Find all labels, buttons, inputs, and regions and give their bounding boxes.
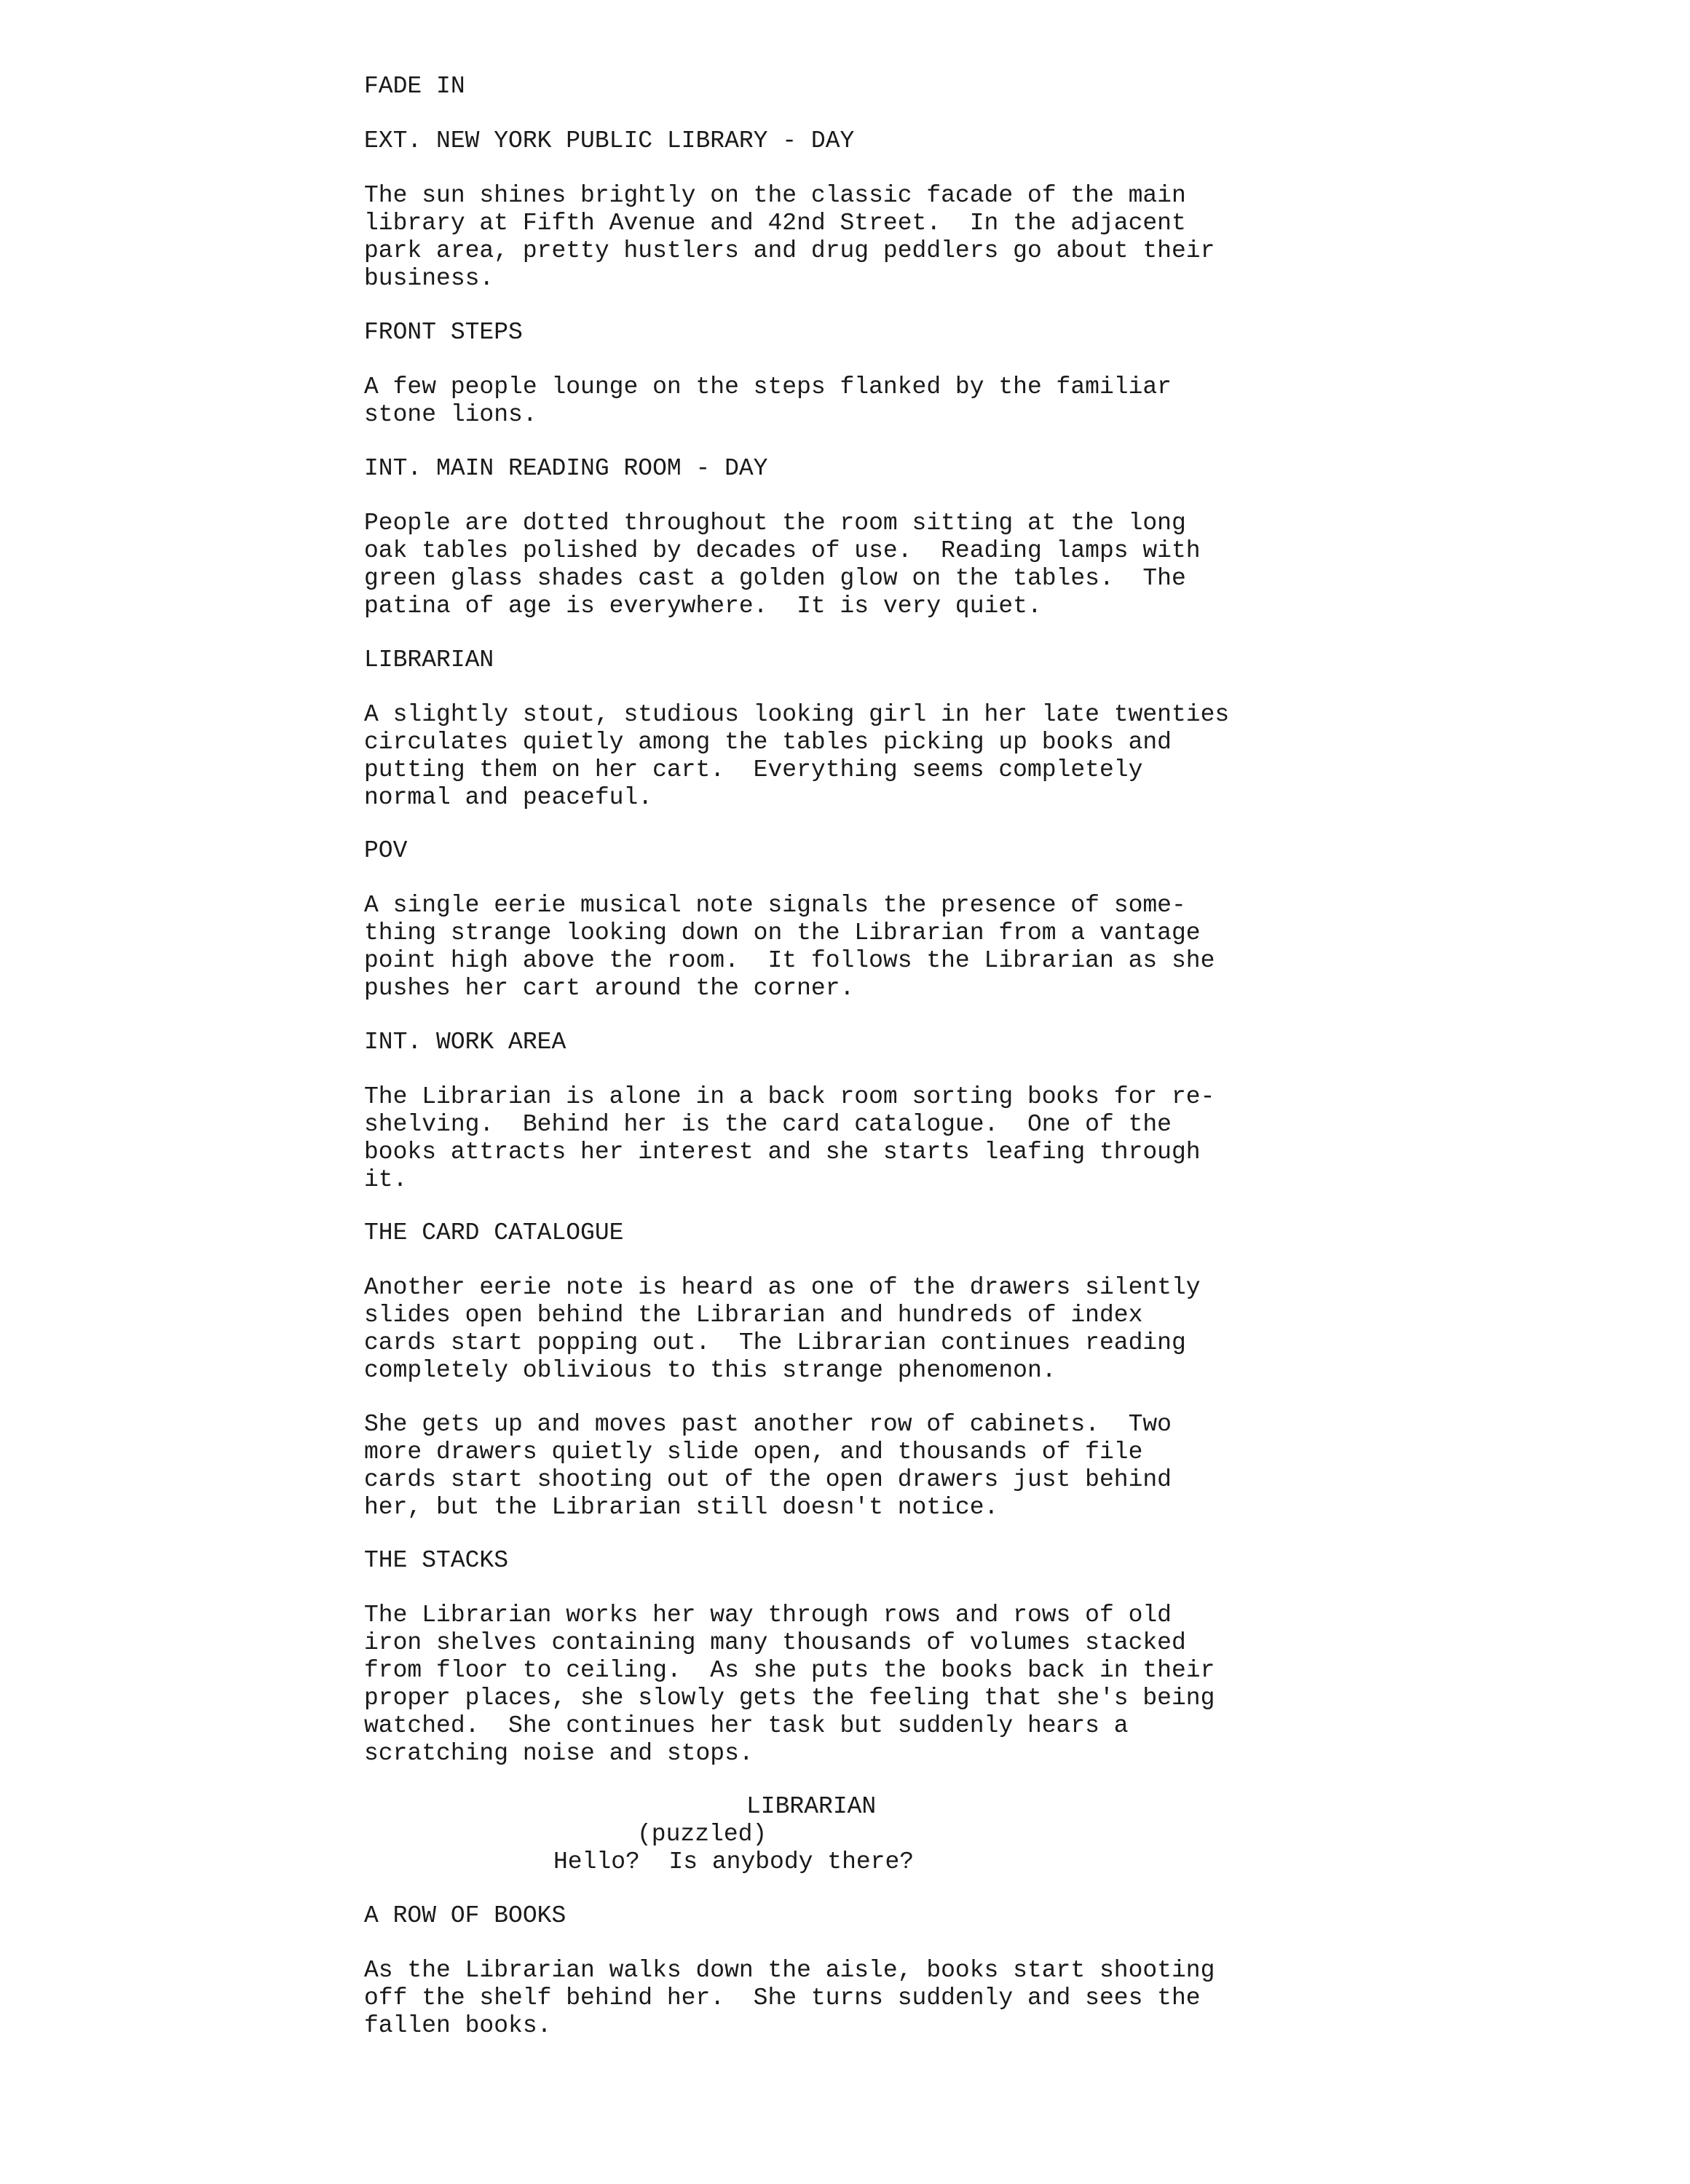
action-line: from floor to ceiling. As she puts the books back in their <box>364 1657 1215 1684</box>
action-reading-room <box>364 510 1201 620</box>
action-work-area <box>364 1083 1215 1194</box>
action-catalogue-2 <box>364 1411 1172 1522</box>
shot-librarian: LIBRARIAN <box>364 646 494 673</box>
action-line: cards start popping out. The Librarian continues reading <box>364 1329 1186 1356</box>
slugline-work-area: INT. WORK AREA <box>364 1029 566 1056</box>
shot-stacks: THE STACKS <box>364 1547 509 1574</box>
shot-front-steps: FRONT STEPS <box>364 319 523 346</box>
action-line: scratching noise and stops. <box>364 1740 754 1767</box>
action-line: The sun shines brightly on the classic facade of the main <box>364 182 1186 209</box>
shot-pov: POV <box>364 837 408 864</box>
dialogue-character: LIBRARIAN <box>746 1793 877 1820</box>
action-line: She gets up and moves past another row of cabinets. Two <box>364 1411 1172 1438</box>
action-line: pushes her cart around the corner. <box>364 975 855 1002</box>
action-line: shelving. Behind her is the card catalogue. One of the <box>364 1111 1172 1138</box>
action-line: fallen books. <box>364 2012 552 2039</box>
shot-card-catalogue: THE CARD CATALOGUE <box>364 1219 624 1246</box>
dialogue-parenthetical: (puzzled) <box>637 1821 767 1848</box>
action-line: A few people lounge on the steps flanked by the familiar <box>364 373 1172 400</box>
action-line: slides open behind the Librarian and hundreds of index <box>364 1302 1143 1329</box>
action-line: oak tables polished by decades of use. Reading lamps with <box>364 537 1201 564</box>
action-line: park area, pretty hustlers and drug peddlers go about their <box>364 237 1215 264</box>
action-line: her, but the Librarian still doesn't notice. <box>364 1494 999 1521</box>
action-line: iron shelves containing many thousands of volumes stacked <box>364 1629 1186 1656</box>
fade-in-transition: FADE IN <box>364 73 465 100</box>
action-line: People are dotted throughout the room sitting at the long <box>364 510 1186 537</box>
action-line: A slightly stout, studious looking girl in her late twenties <box>364 701 1230 728</box>
action-line: putting them on her cart. Everything seems completely <box>364 756 1143 783</box>
action-line: business. <box>364 265 494 292</box>
shot-row-of-books: A ROW OF BOOKS <box>364 1902 566 1929</box>
action-line: cards start shooting out of the open drawers just behind <box>364 1466 1172 1493</box>
action-line: proper places, she slowly gets the feeling that she's being <box>364 1685 1215 1712</box>
action-sun <box>364 182 1215 293</box>
action-line: patina of age is everywhere. It is very quiet. <box>364 593 1042 620</box>
action-line: thing strange looking down on the Librarian from a vantage <box>364 919 1201 946</box>
action-row-of-books <box>364 1957 1215 2040</box>
action-steps <box>364 373 1172 429</box>
action-line: stone lions. <box>364 401 537 428</box>
action-line: watched. She continues her task but suddenly hears a <box>364 1712 1129 1739</box>
action-line: more drawers quietly slide open, and thousands of file <box>364 1439 1143 1465</box>
slugline-reading-room: INT. MAIN READING ROOM - DAY <box>364 455 768 482</box>
action-line: green glass shades cast a golden glow on the tables. The <box>364 565 1186 592</box>
action-line: it. <box>364 1166 408 1193</box>
action-librarian <box>364 701 1229 812</box>
action-line: library at Fifth Avenue and 42nd Street. In the adjacent <box>364 210 1186 237</box>
action-line: off the shelf behind her. She turns suddenly and sees the <box>364 1985 1201 2011</box>
action-line: As the Librarian walks down the aisle, books start shooting <box>364 1957 1215 1984</box>
action-line: normal and peaceful. <box>364 784 653 811</box>
dialogue-line: Hello? Is anybody there? <box>553 1848 915 1875</box>
action-line: Another eerie note is heard as one of the drawers silently <box>364 1274 1201 1301</box>
action-line: point high above the room. It follows the Librarian as she <box>364 947 1215 974</box>
action-pov <box>364 892 1215 1002</box>
action-line: A single eerie musical note signals the presence of some- <box>364 892 1186 919</box>
action-line: circulates quietly among the tables picking up books and <box>364 729 1172 756</box>
slugline-ext-library: EXT. NEW YORK PUBLIC LIBRARY - DAY <box>364 127 855 154</box>
action-catalogue-1 <box>364 1274 1201 1385</box>
action-stacks <box>364 1602 1215 1768</box>
action-line: completely oblivious to this strange phenomenon. <box>364 1357 1057 1384</box>
action-line: books attracts her interest and she starts leafing through <box>364 1139 1201 1166</box>
action-line: The Librarian is alone in a back room sorting books for re- <box>364 1083 1215 1110</box>
action-line: The Librarian works her way through rows and rows of old <box>364 1602 1172 1629</box>
